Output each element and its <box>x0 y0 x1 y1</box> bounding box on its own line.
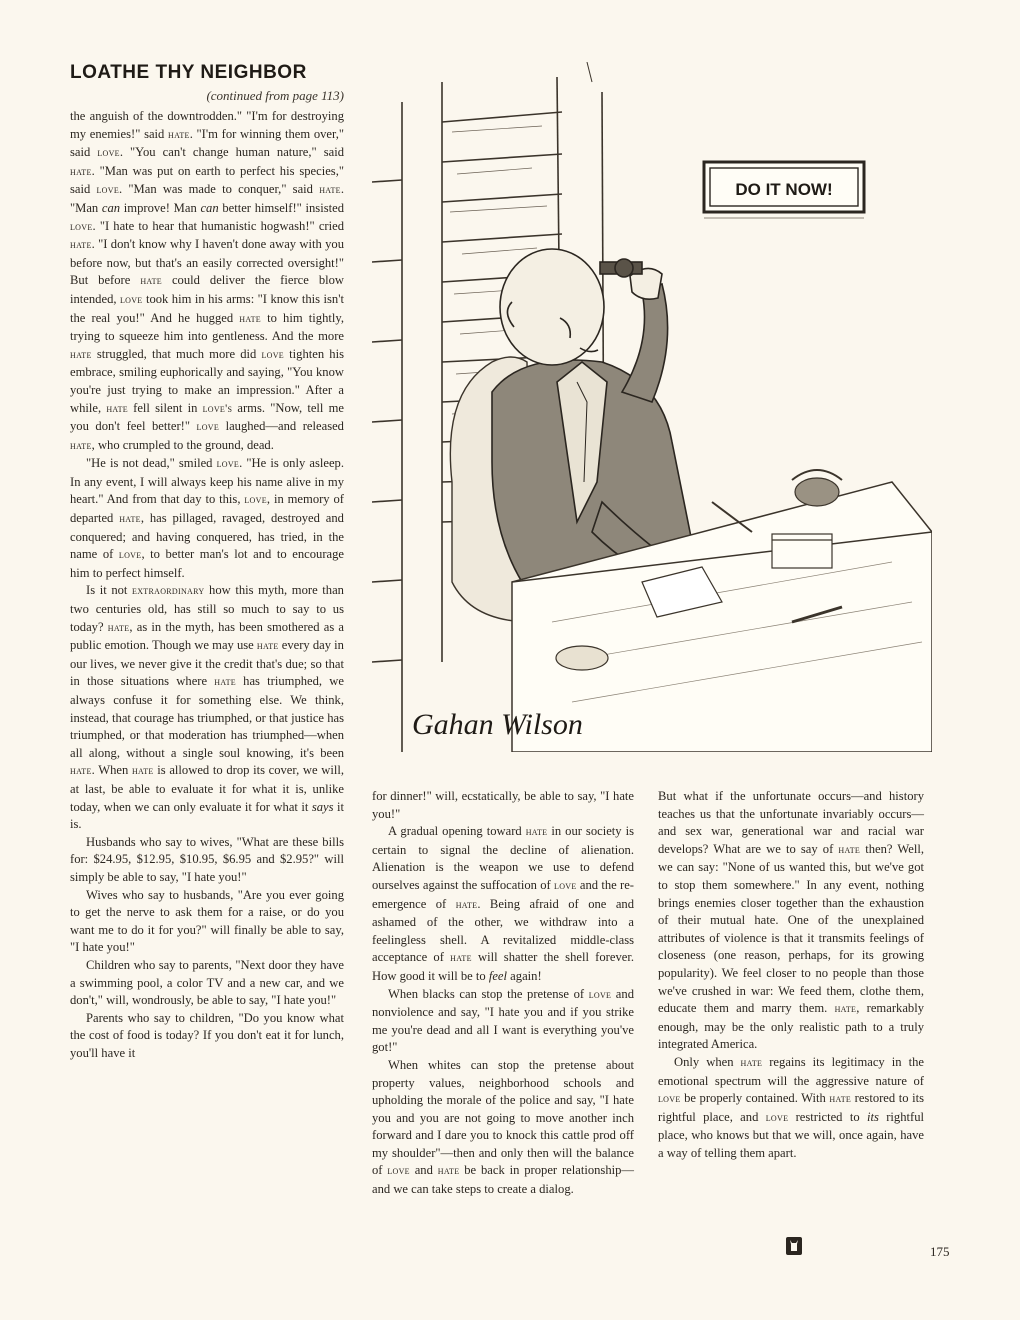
small-caps-word: hate <box>838 843 861 856</box>
text-run: A gradual opening toward <box>388 824 526 839</box>
small-caps-word: hate <box>70 239 92 252</box>
text-run: and <box>409 1163 438 1178</box>
article-paragraph <box>70 957 344 1010</box>
text-run: and the re-emergence of <box>372 877 634 911</box>
text-run: , as in the myth, has been smothered as a public emotion. Though we may use <box>70 619 345 653</box>
text-run: better himself!" insisted <box>218 200 344 215</box>
small-caps-word: love <box>588 988 612 1001</box>
text-run: . "I don't know why I haven't done away with you before now, but that's an easily corrected oversight!" But before <box>70 237 344 288</box>
cartoon-illustration <box>372 62 932 752</box>
small-caps-word: hate <box>525 826 548 839</box>
text-run: restricted to <box>788 1109 867 1124</box>
text-run: Only when <box>674 1054 741 1069</box>
text-run: . When <box>91 763 132 778</box>
text-run: then? Well, we can say: "None of us wanted this, but we've got to stop them somewhere." In any event, nothing brings enemies closer together than the exhaustion of their mutual hate. One of the unexplained attributes of violence is that it transmits feelings of closeness (one reason, perhaps, for its growing popularity). We feel closer to no people than those we've crushed in war: We feed them, clothe them, educate them and marry them. <box>658 841 924 1016</box>
small-caps-word: extraordinary <box>132 585 205 598</box>
text-run: . "Man was made to conquer," said <box>119 182 320 197</box>
text-run: in our society is certain to signal the decline of alienation. Alienation is the weapon we use to defend ourselves against the suffocation of <box>372 824 634 892</box>
italic-word: can <box>101 200 121 215</box>
text-run: . "Man was put on earth to perfect his species," said <box>70 163 344 197</box>
sign-text: DO IT NOW! <box>735 180 833 199</box>
small-caps-word: hate <box>131 765 154 778</box>
small-caps-word: love <box>119 293 143 306</box>
small-caps-word: hate <box>140 275 162 288</box>
article-paragraph <box>372 986 634 1057</box>
small-caps-word: love <box>554 879 577 892</box>
small-caps-word: hate <box>214 676 236 689</box>
text-run: , remarkably enough, may be the only realistic path to a truly integrated America. <box>658 1001 924 1052</box>
small-caps-word: love <box>387 1165 410 1178</box>
rabbit-head-icon <box>786 1237 802 1255</box>
page-number: 175 <box>930 1244 950 1259</box>
small-caps-word: love <box>244 494 267 507</box>
small-caps-word: love <box>70 220 93 233</box>
small-caps-word: hate <box>70 765 92 778</box>
small-caps-word: hate <box>70 348 92 361</box>
small-caps-word: love <box>97 147 120 160</box>
text-run: When blacks can stop the pretense of <box>388 986 589 1001</box>
small-caps-word: love <box>118 549 142 562</box>
do-it-now-sign <box>704 162 864 218</box>
text-run: to him tightly, trying to squeeze him into gentleness. And the more <box>70 310 344 344</box>
text-run: for dinner!" will, ecstatically, be able to say, "I hate you!" <box>372 789 634 821</box>
text-run: But what if the unfortunate occurs—and history teaches us that the unfortunate invariably occurs—and sex war, generational war and racial war develops? What are we to say of <box>658 789 924 856</box>
article-paragraph <box>658 1054 924 1163</box>
article-paragraph <box>70 582 344 833</box>
text-run: how this myth, more than two centuries old, has still so much to say to us today? <box>70 583 344 634</box>
artist-signature: Gahan Wilson <box>412 708 583 741</box>
text-run: took him in his arms: "I know this isn't the real you!" And he hugged <box>70 291 344 325</box>
article-paragraph <box>70 887 344 957</box>
telephone-icon <box>792 470 842 506</box>
text-run: has triumphed, we always confuse it for something else. We think, instead, that courage has triumphed, or that justice has triumphed, or that moderation has triumphed—when all along, without a single soul knowing, it's been <box>70 674 344 760</box>
small-caps-word: love <box>96 184 120 197</box>
article-paragraph <box>372 788 634 823</box>
text-run: be properly contained. With <box>680 1091 830 1106</box>
article-paragraph <box>372 1057 634 1199</box>
text-run: , in memory of departed <box>70 492 344 526</box>
text-run: When whites can stop the pretense about property values, neighborhood schools and upholding the morale of the police and say, "I hate you and you are not going to move another inch forward and I dare you to knock this cattle prod off my shoulder"—then and only then will the balance of <box>372 1057 634 1178</box>
text-run: Parents who say to children, "Do you know what the cost of food is today? If you don't eat it for lunch, you'll have it <box>70 1010 344 1060</box>
text-run: laughed—and released <box>219 419 344 434</box>
text-run: the anguish of the downtrodden." "I'm for destroying my enemies!" said <box>70 109 344 141</box>
small-caps-word: hate <box>70 439 92 452</box>
small-caps-word: hate <box>437 1165 460 1178</box>
article-paragraph <box>70 455 344 582</box>
text-run: Wives who say to husbands, "Are you ever going to get the nerve to ask them for a raise, or do you want me to do it for you?" will finally be able to say, "I hate you!" <box>70 887 344 955</box>
text-run: struggled, that much more did <box>91 346 262 361</box>
text-run: again! <box>507 968 542 983</box>
article-column-3 <box>658 788 924 1162</box>
article-column-2 <box>372 788 634 1199</box>
italic-word: says <box>311 799 334 814</box>
small-caps-word: hate <box>319 184 341 197</box>
article-paragraph <box>70 108 344 455</box>
desk-calendar <box>772 534 832 568</box>
text-run: it is. <box>70 799 345 832</box>
article-headline: LOATHE THY NEIGHBOR <box>70 62 307 83</box>
text-run: will shatter the shell forever. How good it will be to <box>372 950 634 983</box>
text-run: . "I'm for winning them over," said <box>70 126 344 160</box>
text-run: every day in our lives, we never give it the credit that's due; so that in those situations where <box>70 638 344 689</box>
text-run: , to better man's lot and to encourage him to perfect himself. <box>70 547 344 580</box>
text-run: tighten his embrace, smiling euphorically and saying, "You know you're just trying to make an impression." After a while, <box>70 346 344 415</box>
text-run: . "Man <box>70 182 344 215</box>
text-run: is allowed to drop its cover, we will, at last, be able to evaluate it for what it is, unlike today, when we can only evaluate it for what it <box>70 763 344 814</box>
small-caps-word: hate <box>829 1093 852 1106</box>
small-caps-word: love's <box>202 402 233 415</box>
small-caps-word: love <box>261 348 284 361</box>
small-caps-word: hate <box>70 165 92 178</box>
article-paragraph <box>658 788 924 1054</box>
text-run: rightful place, who knows but that we will, once again, have a way of telling them apart. <box>658 1109 924 1160</box>
text-run: and nonviolence and say, "I hate you and if you strike me you're dead and all I want is everything you've got!" <box>372 986 634 1055</box>
text-run: improve! Man <box>120 200 201 215</box>
article-paragraph <box>70 834 344 887</box>
seated-man <box>492 249 692 584</box>
text-run: could deliver the fierce blow intended, <box>70 273 345 306</box>
italic-word: can <box>200 200 219 215</box>
ashtray <box>556 646 608 670</box>
small-caps-word: love <box>196 421 220 434</box>
small-caps-word: hate <box>256 640 279 653</box>
text-run: Is it not <box>86 583 133 598</box>
text-run: . "I hate to hear that humanistic hogwash!" cried <box>92 218 344 233</box>
continued-from-line: (continued from page 113) <box>206 88 344 103</box>
small-caps-word: hate <box>239 312 261 325</box>
italic-word: feel <box>488 968 508 983</box>
article-paragraph <box>372 823 634 985</box>
text-run: , has pillaged, ravaged, destroyed and conquered; and having conquered, has tried, in the name of <box>70 511 344 562</box>
small-caps-word: hate <box>740 1056 763 1069</box>
small-caps-word: love <box>216 458 240 471</box>
small-caps-word: hate <box>834 1003 857 1016</box>
text-run: be back in proper relationship—and we can take steps to create a dialog. <box>372 1163 634 1197</box>
revolver-icon <box>600 259 642 277</box>
text-run: . Being afraid of one and ashamed of the other, we withdraw into a feelingless shell. A revitalized middle-class acceptance of <box>372 896 634 965</box>
article-paragraph <box>70 1010 344 1063</box>
small-caps-word: hate <box>168 128 190 141</box>
small-caps-word: hate <box>119 513 141 526</box>
text-run: restored to its rightful place, and <box>658 1091 924 1124</box>
small-caps-word: hate <box>455 898 478 911</box>
text-run: Children who say to parents, "Next door they have a swimming pool, a color TV and a new car, and we don't," will, wondrously, be able to say, "I hate you!" <box>70 957 344 1008</box>
text-run: . "He is only asleep. In any event, I will always keep his name alive in my heart." And from that day to this, <box>70 456 344 507</box>
text-run: arms. "Now, tell me you don't feel better!" <box>70 400 344 434</box>
small-caps-word: hate <box>450 952 472 965</box>
text-run: . "You can't change human nature," said <box>119 145 344 160</box>
small-caps-word: love <box>658 1093 681 1106</box>
text-run: Husbands who say to wives, "What are these bills for: $24.95, $12.95, $10.95, $6.95 and $2.95?" will simply be able to say, "I hate you!" <box>70 834 344 884</box>
text-run: fell silent in <box>127 400 203 415</box>
text-run: regains its legitimacy in the emotional spectrum will the aggressive nature of <box>658 1054 924 1088</box>
small-caps-word: love <box>765 1111 789 1124</box>
text-run: , who crumpled to the ground, dead. <box>91 437 274 452</box>
small-caps-word: hate <box>107 621 130 634</box>
text-run: "He is not dead," smiled <box>86 456 217 471</box>
small-caps-word: hate <box>106 402 128 415</box>
italic-word: its <box>866 1109 879 1124</box>
article-column-1 <box>70 108 344 1062</box>
